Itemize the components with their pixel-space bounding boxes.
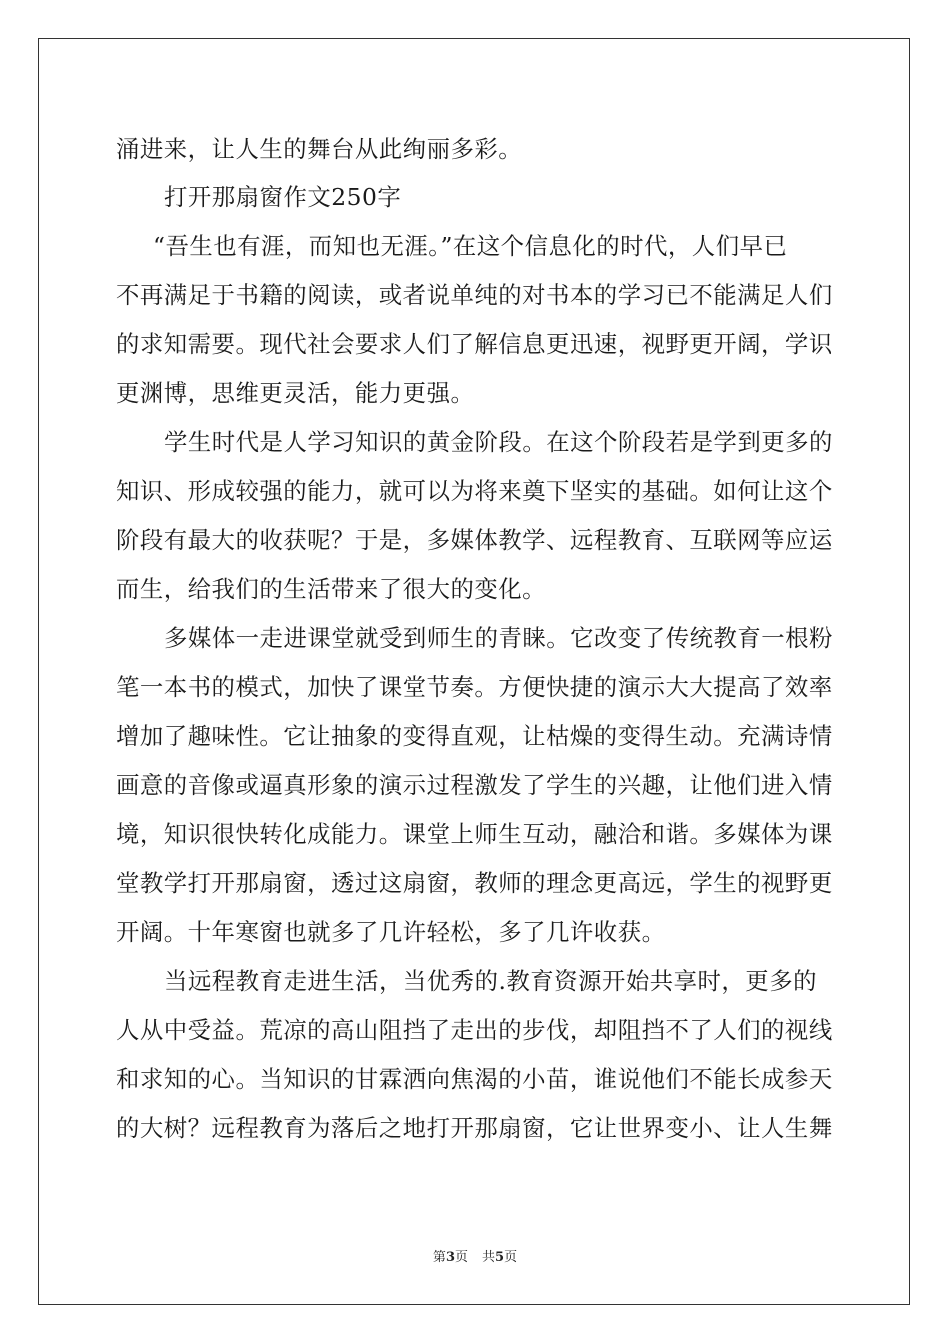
text-line: 笔一本书的模式，加快了课堂节奏。方便快捷的演示大大提高了效率	[116, 673, 833, 701]
text-line: 知识、形成较强的能力，就可以为将来奠下坚实的基础。如何让这个	[116, 477, 833, 505]
text-line: 而生，给我们的生活带来了很大的变化。	[116, 575, 547, 603]
section-heading: 打开那扇窗作文250字	[164, 183, 402, 211]
footer-total-prefix: 共	[482, 1250, 496, 1265]
text-line: 开阔。十年寒窗也就多了几许轻松，多了几许收获。	[116, 918, 666, 946]
total-pages-number: 5	[495, 1250, 505, 1265]
text-line: 当远程教育走进生活，当优秀的.教育资源开始共享时，更多的	[164, 967, 817, 995]
text-line: 增加了趣味性。它让抽象的变得直观，让枯燥的变得生动。充满诗情	[116, 722, 833, 750]
footer-page-suffix: 页	[454, 1250, 468, 1265]
text-line: 更渊博，思维更灵活，能力更强。	[116, 379, 475, 407]
text-line: 和求知的心。当知识的甘霖洒向焦渴的小苗，谁说他们不能长成参天	[116, 1065, 833, 1093]
text-line: 的求知需要。现代社会要求人们了解信息更迅速，视野更开阔，学识	[116, 330, 833, 358]
text-line: 人从中受益。荒凉的高山阻挡了走出的步伐，却阻挡不了人们的视线	[116, 1016, 833, 1044]
footer-prefix: 第	[432, 1250, 446, 1265]
footer-total-suffix: 页	[504, 1250, 518, 1265]
current-page-number: 3	[445, 1250, 455, 1265]
text-line: 学生时代是人学习知识的黄金阶段。在这个阶段若是学到更多的	[164, 428, 833, 456]
text-line: 境，知识很快转化成能力。课堂上师生互动，融洽和谐。多媒体为课	[116, 820, 833, 848]
text-line: 阶段有最大的收获呢？于是，多媒体教学、远程教育、互联网等应运	[116, 526, 833, 554]
text-line: 涌进来，让人生的舞台从此绚丽多彩。	[116, 135, 523, 163]
text-line: 的大树？远程教育为落后之地打开那扇窗，它让世界变小、让人生舞	[116, 1114, 833, 1142]
page-footer	[0, 1246, 950, 1265]
text-line: “吾生也有涯，而知也无涯。”在这个信息化的时代，人们早已	[153, 232, 788, 260]
text-line: 堂教学打开那扇窗，透过这扇窗，教师的理念更高远，学生的视野更	[116, 869, 833, 897]
text-line: 不再满足于书籍的阅读，或者说单纯的对书本的学习已不能满足人们	[116, 281, 833, 309]
text-line: 画意的音像或逼真形象的演示过程激发了学生的兴趣，让他们进入情	[116, 771, 833, 799]
text-line: 多媒体一走进课堂就受到师生的青睐。它改变了传统教育一根粉	[164, 624, 833, 652]
